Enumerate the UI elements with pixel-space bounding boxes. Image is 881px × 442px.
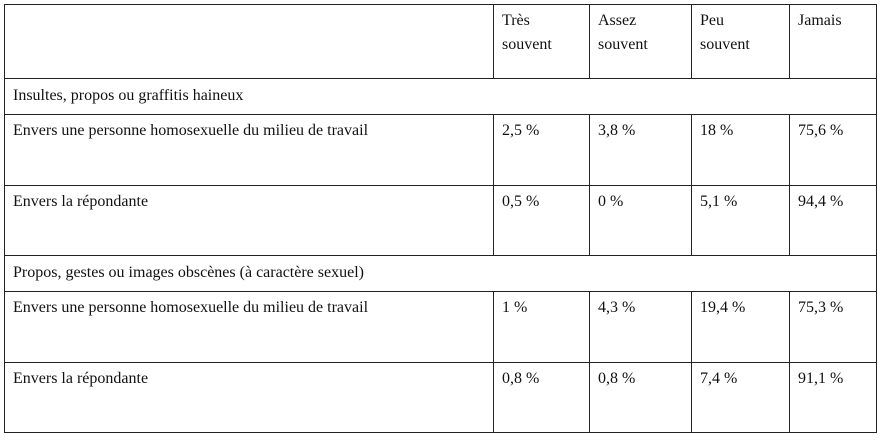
row-label: Envers une personne homosexuelle du milieu de travail <box>5 115 494 186</box>
value-assez-souvent: 0 % <box>590 186 692 256</box>
value-peu-souvent: 18 % <box>692 115 790 186</box>
value-assez-souvent: 0,8 % <box>590 363 692 433</box>
table-row <box>5 363 877 433</box>
value-assez-souvent: 3,8 % <box>590 115 692 186</box>
section-row-insultes <box>5 79 877 115</box>
column-header-line: Très <box>502 12 530 29</box>
table-row <box>5 292 877 363</box>
row-label: Envers la répondante <box>5 363 494 433</box>
column-header-line: souvent <box>502 36 552 53</box>
table-header-row <box>5 5 877 79</box>
column-header-line: Jamais <box>798 12 842 29</box>
value-peu-souvent: 19,4 % <box>692 292 790 363</box>
section-row-propos-obscenes <box>5 256 877 292</box>
column-header-line: Peu <box>700 12 724 29</box>
header-label-cell <box>5 5 494 79</box>
column-header-assez-souvent <box>590 5 692 79</box>
column-header-jamais <box>790 5 877 79</box>
value-peu-souvent: 5,1 % <box>692 186 790 256</box>
frequency-table <box>4 4 877 433</box>
column-header-peu-souvent <box>692 5 790 79</box>
value-peu-souvent: 7,4 % <box>692 363 790 433</box>
row-label: Envers la répondante <box>5 186 494 256</box>
value-jamais: 94,4 % <box>790 186 877 256</box>
table-row <box>5 186 877 256</box>
column-header-line: Assez <box>598 12 637 29</box>
column-header-line: souvent <box>598 36 648 53</box>
table-row <box>5 115 877 186</box>
value-jamais: 75,3 % <box>790 292 877 363</box>
value-assez-souvent: 4,3 % <box>590 292 692 363</box>
value-tres-souvent: 1 % <box>494 292 590 363</box>
section-title: Insultes, propos ou graffitis haineux <box>5 79 877 115</box>
value-jamais: 75,6 % <box>790 115 877 186</box>
value-tres-souvent: 0,5 % <box>494 186 590 256</box>
value-tres-souvent: 0,8 % <box>494 363 590 433</box>
column-header-line: souvent <box>700 36 750 53</box>
value-jamais: 91,1 % <box>790 363 877 433</box>
row-label: Envers une personne homosexuelle du milieu de travail <box>5 292 494 363</box>
value-tres-souvent: 2,5 % <box>494 115 590 186</box>
column-header-tres-souvent <box>494 5 590 79</box>
section-title: Propos, gestes ou images obscènes (à caractère sexuel) <box>5 256 877 292</box>
